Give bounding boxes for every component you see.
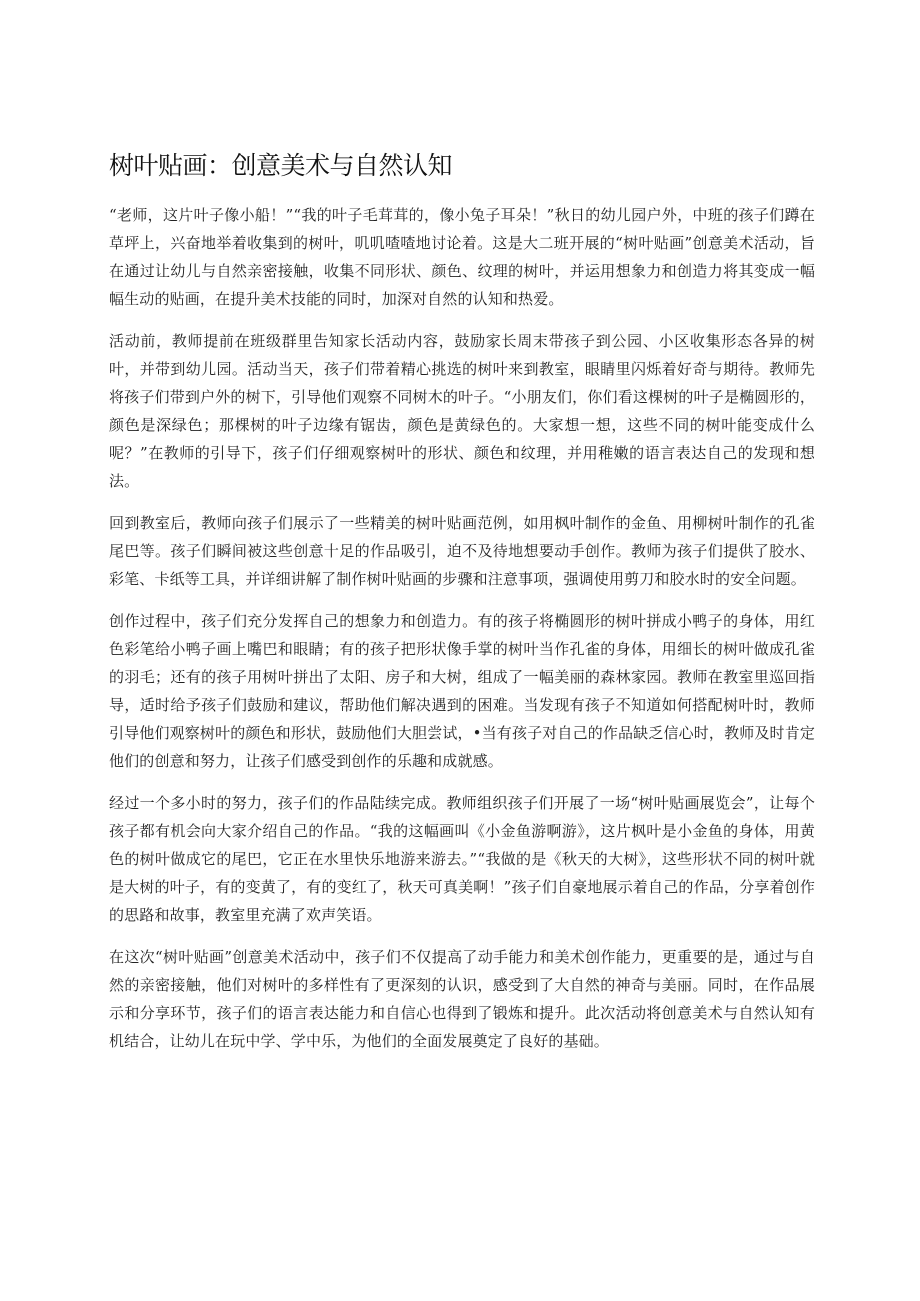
document-body [109, 201, 815, 1069]
paragraph-4: 创作过程中，孩子们充分发挥自己的想象力和创造力。有的孩子将椭圆形的树叶拼成小鸭子的身体，用红色彩笔给小鸭子画上嘴巴和眼睛；有的孩子把形状像手掌的树叶当作孔雀的身体，用细长的树叶做成孔雀的羽毛；还有的孩子用树叶拼出了太阳、房子和大树，组成了一幅美丽的森林家园。教师在教室里巡回指导，适时给予孩子们鼓励和建议，帮助他们解决遇到的困难。当发现有孩子不知道如何搭配树叶时，教师引导他们观察树叶的颜色和形状，鼓励他们大胆尝试，•当有孩子对自己的作品缺乏信心时，教师及时肯定他们的创意和努力，让孩子们感受到创作的乐趣和成就感。 [109, 612, 815, 770]
paragraph-1: “老师，这片叶子像小船！”“我的叶子毛茸茸的，像小兔子耳朵！”秋日的幼儿园户外，中班的孩子们蹲在草坪上，兴奋地举着收集到的树叶，叽叽喳喳地讨论着。这是大二班开展的“树叶贴画”创意美术活动，旨在通过让幼儿与自然亲密接触，收集不同形状、颜色、纹理的树叶，并运用想象力和创造力将其变成一幅幅生动的贴画，在提升美术技能的同时，加深对自然的认知和热爱。 [109, 206, 815, 308]
paragraph-2: 活动前，教师提前在班级群里告知家长活动内容，鼓励家长周末带孩子到公园、小区收集形态各异的树叶，并带到幼儿园。活动当天，孩子们带着精心挑选的树叶来到教室，眼睛里闪烁着好奇与期待。教师先将孩子们带到户外的树下，引导他们观察不同树木的叶子。“小朋友们，你们看这棵树的叶子是椭圆形的，颜色是深绿色；那棵树的叶子边缘有锯齿，颜色是黄绿色的。大家想一想，这些不同的树叶能变成什么呢？”在教师的引导下，孩子们仔细观察树叶的形状、颜色和纹理，并用稚嫩的语言表达自己的发现和想法。 [109, 332, 815, 490]
document-title: 树叶贴画：创意美术与自然认知 [109, 151, 453, 180]
paragraph-3: 回到教室后，教师向孩子们展示了一些精美的树叶贴画范例，如用枫叶制作的金鱼、用柳树叶制作的孔雀尾巴等。孩子们瞬间被这些创意十足的作品吸引，迫不及待地想要动手创作。教师为孩子们提供了胶水、彩笔、卡纸等工具，并详细讲解了制作树叶贴画的步骤和注意事项，强调使用剪刀和胶水时的安全问题。 [109, 514, 815, 588]
paragraph-5: 经过一个多小时的努力，孩子们的作品陆续完成。教师组织孩子们开展了一场“树叶贴画展览会”，让每个孩子都有机会向大家介绍自己的作品。“我的这幅画叫《小金鱼游啊游》，这片枫叶是小金鱼的身体，用黄色的树叶做成它的尾巴，它正在水里快乐地游来游去。”“我做的是《秋天的大树》，这些形状不同的树叶就是大树的叶子，有的变黄了，有的变红了，秋天可真美啊！”孩子们自豪地展示着自己的作品，分享着创作的思路和故事，教室里充满了欢声笑语。 [109, 794, 815, 924]
paragraph-6: 在这次“树叶贴画”创意美术活动中，孩子们不仅提高了动手能力和美术创作能力，更重要的是，通过与自然的亲密接触，他们对树叶的多样性有了更深刻的认识，感受到了大自然的神奇与美丽。同时，在作品展示和分享环节，孩子们的语言表达能力和自信心也得到了锻炼和提升。此次活动将创意美术与自然认知有机结合，让幼儿在玩中学、学中乐，为他们的全面发展奠定了良好的基础。 [109, 948, 815, 1050]
